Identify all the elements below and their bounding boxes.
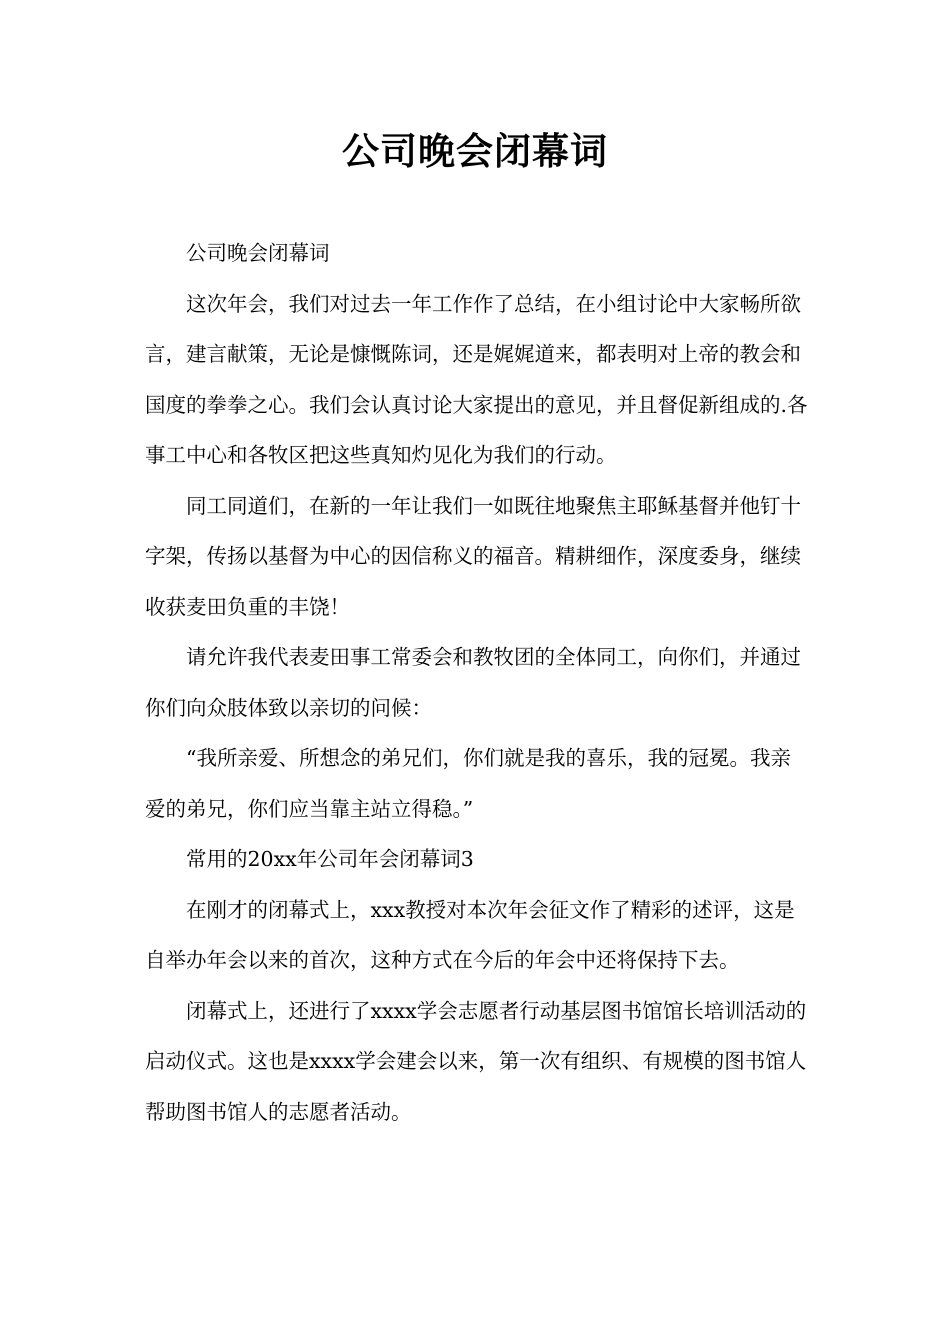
paragraph-greeting: 请允许我代表麦田事工常委会和教牧团的全体同工，向你们，并通过你们向众肢体致以亲切的问候： bbox=[145, 645, 801, 720]
paragraph-closing-ceremony: 在刚才的闭幕式上，xxx教授对本次年会征文作了精彩的述评，这是自举办年会以来的首次，这种方式在今后的年会中还将保持下去。 bbox=[145, 897, 795, 972]
paragraph-summary: 这次年会，我们对过去一年工作作了总结，在小组讨论中大家畅所欲言，建言献策，无论是慷慨陈词，还是娓娓道来，都表明对上帝的教会和国度的拳拳之心。我们会认真讨论大家提出的意见，并且督促新组成的.各事工中心和各牧区把这些真知灼见化为我们的行动。 bbox=[145, 291, 808, 467]
document-body bbox=[145, 228, 810, 1137]
paragraph-new-year: 同工同道们，在新的一年让我们一如既往地聚焦主耶稣基督并他钉十字架，传扬以基督为中心的因信称义的福音。精耕细作，深度委身，继续收获麦田负重的丰饶！ bbox=[145, 493, 801, 619]
paragraph-quote: “我所亲爱、所想念的弟兄们，你们就是我的喜乐，我的冠冕。我亲爱的弟兄，你们应当靠主站立得稳。” bbox=[145, 746, 791, 821]
paragraph-section-heading: 常用的20xx年公司年会闭幕词3 bbox=[186, 847, 474, 871]
document-title: 公司晚会闭幕词 bbox=[342, 130, 608, 173]
paragraph-volunteer-activity: 闭幕式上，还进行了xxxx学会志愿者行动基层图书馆馆长培训活动的启动仪式。这也是xxxx学会建会以来，第一次有组织、有规模的图书馆人帮助图书馆人的志愿者活动。 bbox=[145, 998, 807, 1124]
paragraph-subtitle: 公司晚会闭幕词 bbox=[186, 241, 330, 265]
